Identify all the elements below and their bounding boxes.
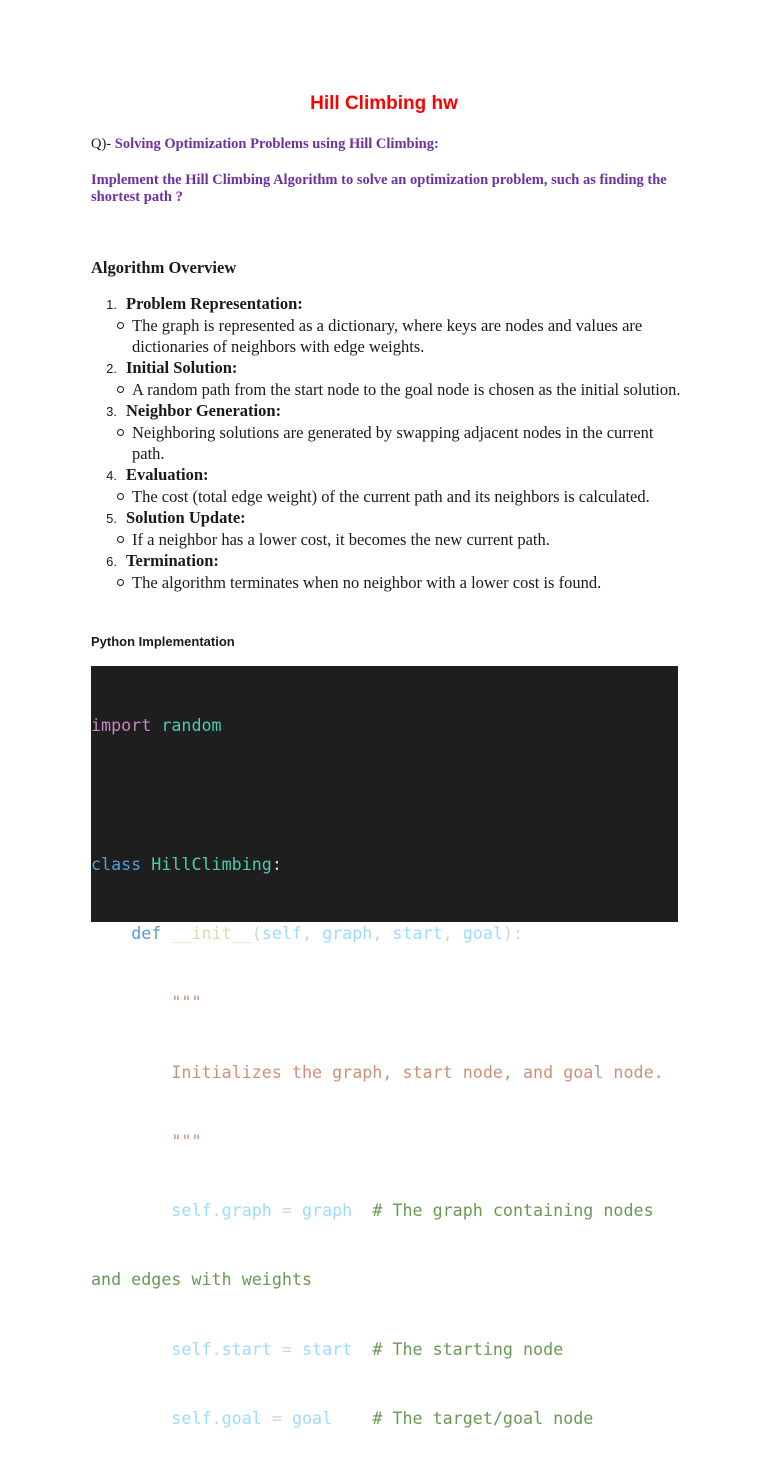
- step-number: 4.: [106, 468, 117, 483]
- step-detail: The graph is represented as a dictionary, where keys are nodes and values are dictionaries of neighbors with edge weights.: [132, 316, 643, 356]
- step-item: [91, 400, 691, 464]
- hollow-bullet-icon: [108, 572, 132, 586]
- step-number: 1.: [106, 297, 117, 312]
- code-line: """: [171, 992, 202, 1013]
- step-detail: The algorithm terminates when no neighbor with a lower cost is found.: [132, 573, 602, 592]
- step-detail: The cost (total edge weight) of the current path and its neighbors is calculated.: [132, 487, 650, 506]
- question-prefix: Q)-: [91, 136, 112, 152]
- question-line: [91, 136, 439, 153]
- hollow-bullet-icon: [108, 422, 132, 436]
- step-detail: A random path from the start node to the goal node is chosen as the initial solution.: [132, 380, 681, 399]
- code-line: self.goal = goal # The target/goal node: [171, 1408, 594, 1428]
- step-item: [91, 357, 691, 400]
- code-line: and edges with weights: [91, 1269, 313, 1290]
- step-title: Neighbor Generation:: [126, 401, 282, 420]
- code-line: class HillClimbing:: [91, 853, 282, 874]
- code-line: """: [171, 1130, 202, 1151]
- question-text: Solving Optimization Problems using Hill Climbing:: [114, 136, 439, 152]
- task-statement: Implement the Hill Climbing Algorithm to solve an optimization problem, such as finding the shortest path ?: [91, 172, 667, 205]
- code-line: self.graph = graph # The graph containing nodes: [171, 1200, 654, 1221]
- code-line: self.start = start # The starting node: [171, 1338, 564, 1359]
- code-block: [91, 666, 678, 1428]
- step-detail: Neighboring solutions are generated by swapping adjacent nodes in the current path.: [132, 423, 654, 463]
- code-line: Initializes the graph, start node, and goal node.: [171, 1061, 664, 1082]
- step-title: Initial Solution:: [126, 358, 238, 377]
- step-number: 6.: [106, 554, 117, 569]
- step-item: [91, 293, 691, 357]
- step-title: Problem Representation:: [126, 294, 303, 313]
- step-number: 2.: [106, 361, 117, 376]
- step-item: [91, 507, 691, 550]
- step-title: Evaluation:: [126, 465, 209, 484]
- python-implementation-heading: Python Implementation: [91, 634, 235, 649]
- code-line: import random: [91, 715, 222, 736]
- step-item: [91, 550, 691, 593]
- algorithm-steps-list: [91, 293, 691, 593]
- hollow-bullet-icon: [108, 379, 132, 393]
- document-title: Hill Climbing hw: [310, 93, 458, 114]
- hollow-bullet-icon: [108, 315, 132, 329]
- step-item: [91, 464, 691, 507]
- step-number: 3.: [106, 404, 117, 419]
- step-title: Solution Update:: [126, 508, 246, 527]
- step-detail: If a neighbor has a lower cost, it becomes the new current path.: [132, 530, 550, 549]
- step-number: 5.: [106, 511, 117, 526]
- hollow-bullet-icon: [108, 486, 132, 500]
- code-line: def __init__(self, graph, start, goal):: [131, 923, 524, 944]
- code-line: [91, 783, 678, 806]
- step-title: Termination:: [126, 551, 219, 570]
- algorithm-overview-heading: Algorithm Overview: [91, 258, 237, 277]
- hollow-bullet-icon: [108, 529, 132, 543]
